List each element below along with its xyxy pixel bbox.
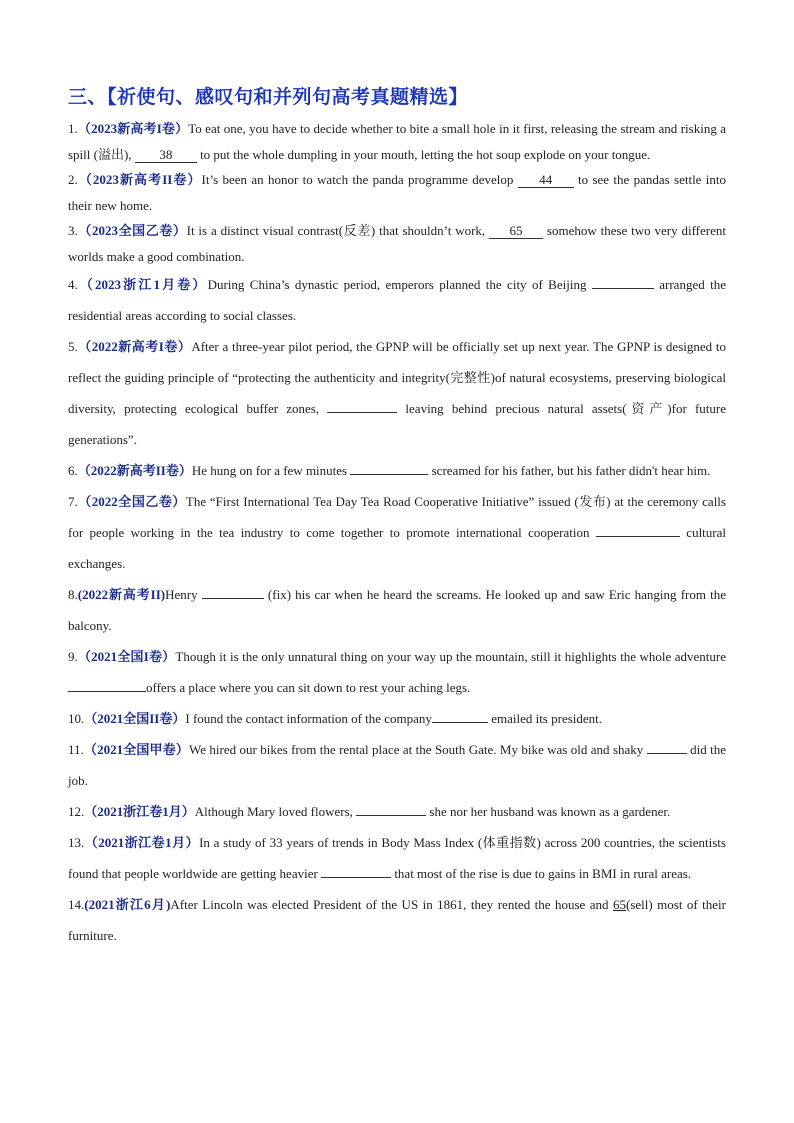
question-text: After Lincoln was elected President of the US in 1861, they rented the house and — [170, 897, 613, 912]
question-text: did the job. — [68, 742, 726, 788]
question-source: （2023全国乙卷） — [77, 223, 187, 238]
question-text: that most of the rise is due to gains in BMI in rural areas. — [391, 866, 692, 881]
question-source: （2022新高考II卷） — [77, 463, 192, 478]
question-text: arranged the residential areas according to social classes. — [68, 277, 726, 323]
question-text: He hung on for a few minutes — [191, 463, 351, 478]
question-3 — [68, 218, 726, 269]
question-text: somehow these two very different worlds make a good combination. — [68, 223, 726, 264]
answer-blank[interactable] — [432, 722, 488, 723]
section-title: 三、【祈使句、感叹句和并列句高考真题精选】 — [68, 86, 469, 108]
question-12 — [68, 796, 726, 827]
question-source: (2021浙江6月) — [84, 897, 171, 912]
question-text: The “First International Tea Day Tea Road Cooperative Initiative” issued (发布) at the ceremony calls for people working in the tea industry to come together to promote international cooperation — [68, 494, 726, 540]
question-text: Though it is the only unnatural thing on your way up the mountain, still it highlights the whole adventure — [175, 649, 726, 664]
question-number: 9. — [68, 649, 78, 664]
question-text: In a study of 33 years of trends in Body Mass Index (体重指数) across 200 countries, the scientists found that people worldwide are getting heavier — [68, 835, 726, 881]
answer-number-underlined[interactable]: 65 — [612, 897, 626, 912]
question-source: （2021全国II卷） — [84, 711, 186, 726]
question-text: To eat one, you have to decide whether to bite a small hole in it first, releasing the stream and risking a spill (溢出), — [68, 121, 726, 162]
question-number: 12. — [68, 804, 85, 819]
question-text: screamed for his father, but his father didn't hear him. — [428, 463, 711, 478]
question-14 — [68, 889, 726, 951]
question-text: to put the whole dumpling in your mouth, letting the hot soup explode on your tongue. — [196, 146, 651, 162]
answer-blank[interactable] — [647, 753, 687, 754]
answer-blank[interactable] — [321, 877, 391, 878]
question-number: 4. — [68, 277, 78, 292]
question-source: （2022全国乙卷） — [77, 494, 186, 509]
question-text: offers a place where you can sit down to rest your aching legs. — [146, 680, 471, 695]
question-number: 8. — [68, 587, 78, 602]
question-source: (2022新高考II) — [77, 587, 166, 602]
answer-blank[interactable] — [350, 474, 428, 475]
question-number: 11. — [68, 742, 84, 757]
question-source: （2023浙江1月卷） — [77, 277, 208, 292]
worksheet-page — [68, 84, 726, 951]
question-text: emailed its president. — [487, 711, 603, 726]
question-13 — [68, 827, 726, 889]
question-4 — [68, 269, 726, 331]
question-text: she nor her husband was known as a gardener. — [426, 804, 671, 819]
question-text: Although Mary loved flowers, — [194, 804, 357, 819]
question-text: After a three-year pilot period, the GPNP will be officially set up next year. The GPNP is designed to reflect the guiding principle of “protecting the authenticity and integrity(完整性)of natural ecosystems, preserving biological diversity, protecting ecological buffer zones, — [68, 339, 727, 416]
question-number: 2. — [68, 172, 78, 187]
question-5 — [68, 331, 726, 455]
question-8 — [68, 579, 726, 641]
answer-blank[interactable]: 44 — [518, 172, 574, 188]
question-source: （2021浙江卷1月） — [84, 804, 195, 819]
question-number: 10. — [68, 711, 85, 726]
question-source: （2023新高考II卷） — [77, 172, 202, 187]
question-text: It’s been an honor to watch the panda programme develop — [201, 172, 518, 187]
question-text: (fix) his car when he heard the screams. He looked up and saw Eric hanging from the balcony. — [68, 587, 726, 633]
question-number: 13. — [68, 835, 85, 850]
question-9 — [68, 641, 726, 703]
answer-blank[interactable] — [68, 691, 146, 692]
answer-blank[interactable] — [592, 288, 654, 289]
question-number: 14. — [68, 897, 85, 912]
answer-blank[interactable] — [202, 598, 264, 599]
question-7 — [68, 486, 726, 579]
question-text: During China’s dynastic period, emperors planned the city of Beijing — [207, 277, 592, 292]
question-2 — [68, 167, 726, 218]
answer-blank[interactable]: 38 — [135, 147, 197, 163]
question-number: 6. — [68, 463, 78, 478]
question-text: I found the contact information of the company — [185, 711, 432, 726]
question-number: 5. — [68, 339, 78, 354]
question-text: cultural exchanges. — [68, 525, 726, 571]
question-source: （2021全国甲卷） — [83, 742, 190, 757]
question-text: (sell) most of their furniture. — [68, 897, 726, 943]
question-source: （2021全国I卷） — [77, 649, 176, 664]
question-number: 7. — [68, 494, 78, 509]
question-number: 3. — [68, 223, 78, 238]
question-11 — [68, 734, 726, 796]
question-source: （2021浙江卷1月） — [84, 835, 200, 850]
question-text: We hired our bikes from the rental place at the South Gate. My bike was old and shaky — [189, 742, 647, 757]
question-6 — [68, 455, 726, 486]
question-number: 1. — [68, 121, 78, 136]
answer-blank[interactable] — [596, 536, 680, 537]
question-text: Henry — [165, 587, 202, 602]
question-source: （2022新高考I卷） — [77, 339, 192, 354]
question-10 — [68, 703, 726, 734]
question-text: leaving behind precious natural assets(资产)for future generations”. — [68, 401, 726, 447]
question-1 — [68, 116, 726, 167]
question-text: to see the pandas settle into their new home. — [68, 172, 726, 213]
question-text: It is a distinct visual contrast(反差) that shouldn’t work, — [186, 223, 490, 238]
answer-blank[interactable] — [327, 412, 397, 413]
answer-blank[interactable] — [356, 815, 426, 816]
question-source: （2023新高考I卷） — [77, 121, 189, 136]
answer-blank[interactable]: 65 — [489, 223, 543, 239]
